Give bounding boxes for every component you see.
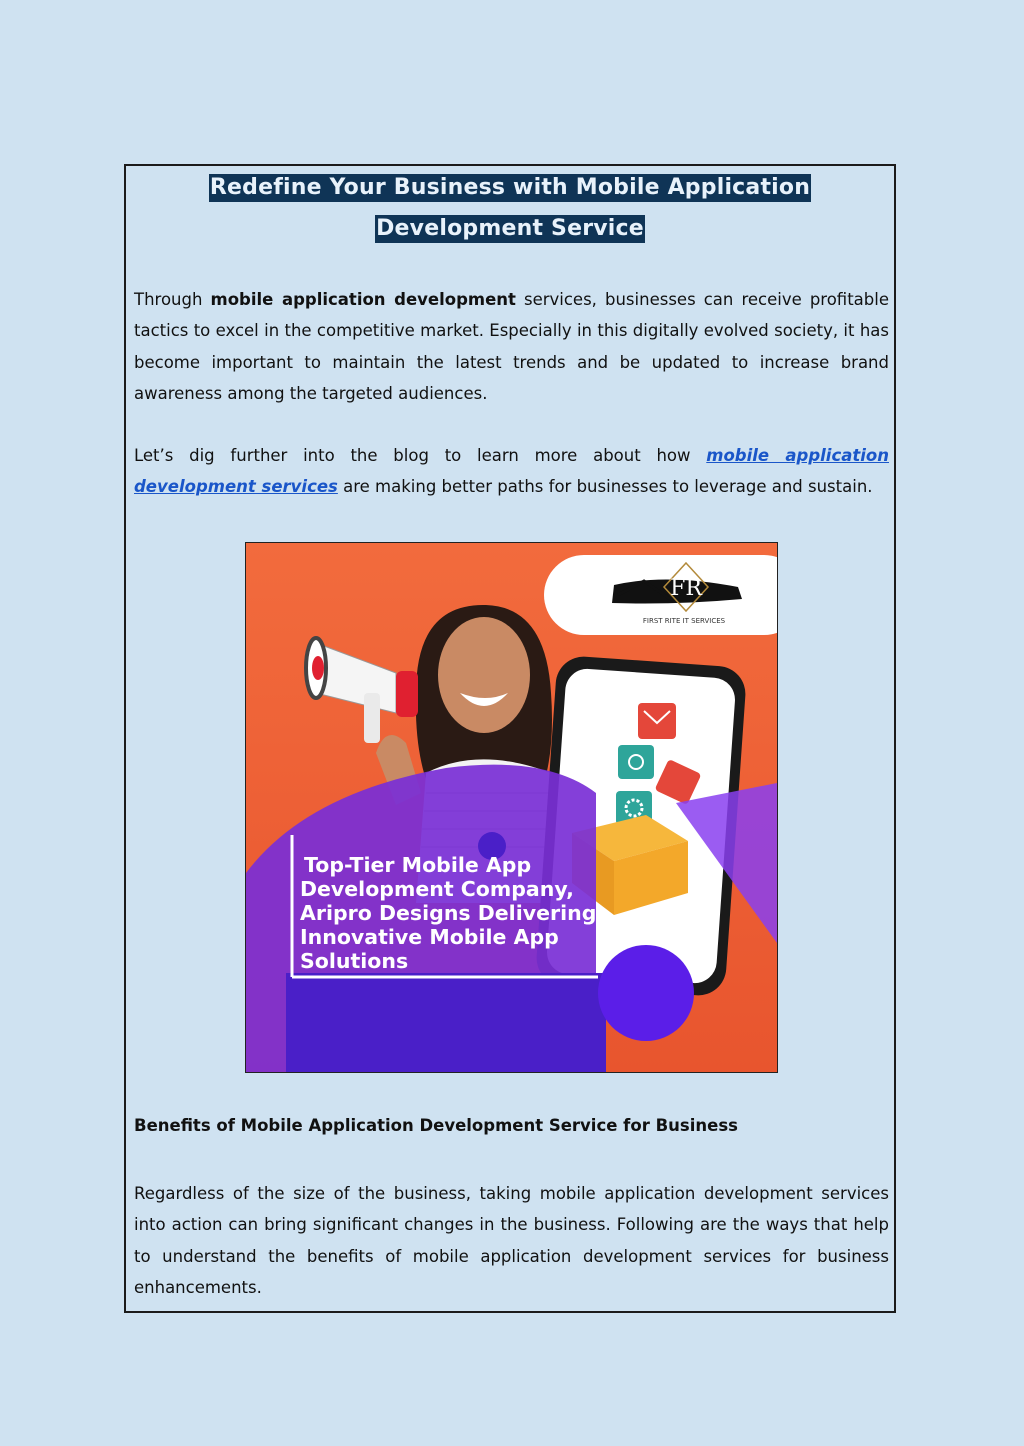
logo-text: FR bbox=[670, 576, 702, 601]
mail-icon bbox=[638, 703, 676, 739]
blog-after: are making better paths for businesses to leverage and sustain. bbox=[343, 477, 873, 497]
benefits-paragraph: Regardless of the size of the business, taking mobile application development services into action can bring significant changes in the business. Following are the ways that help to understand the benefits of mobile application development services for business enhancements. bbox=[134, 1184, 889, 1297]
benefits-heading: Benefits of Mobile Application Development Service for Business bbox=[134, 1116, 738, 1135]
intro-paragraph bbox=[134, 284, 889, 409]
logo-badge bbox=[544, 555, 777, 635]
page-title bbox=[126, 174, 894, 243]
mobile-app-dev-services-link[interactable]: mobile application development services bbox=[134, 446, 889, 497]
headline-line-4: Innovative Mobile App bbox=[300, 925, 559, 949]
camera-icon bbox=[618, 745, 654, 779]
document-page bbox=[124, 164, 896, 1313]
banner-illustration bbox=[246, 543, 777, 1072]
headline-line-1: Top-Tier Mobile App bbox=[304, 853, 532, 877]
intro-rest: services, businesses can receive profitable tactics to excel in the competitive market. Especially in this digitally evolved society, it has become important to maintain the latest trends and be updated to increase brand awareness among the targeted audiences. bbox=[134, 290, 889, 403]
headline-line-5: Solutions bbox=[300, 949, 409, 973]
headline-line-3: Aripro Designs Delivering bbox=[300, 901, 597, 925]
intro-bold-phrase: mobile application development bbox=[210, 290, 516, 309]
promo-banner-image bbox=[245, 542, 778, 1073]
blog-before: Let’s dig further into the blog to learn more about how bbox=[134, 446, 691, 465]
logo-caption: FIRST RITE IT SERVICES bbox=[642, 617, 726, 625]
headline-line-2: Development Company, bbox=[300, 877, 574, 901]
title-line-2: Development Service bbox=[376, 216, 644, 241]
blog-paragraph bbox=[134, 440, 889, 503]
title-line-1: Redefine Your Business with Mobile Application bbox=[209, 175, 811, 200]
intro-lead: Through bbox=[134, 290, 203, 309]
